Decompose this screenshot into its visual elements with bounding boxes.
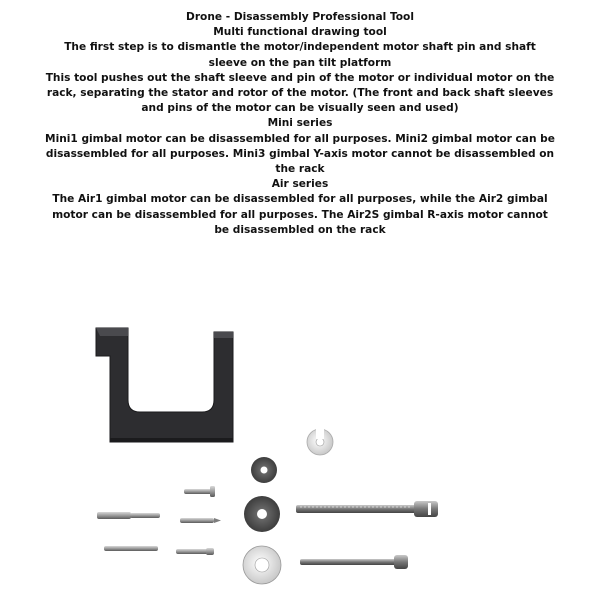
dark-washer-small [251,457,277,483]
mini-series-text: Mini1 gimbal motor can be disassembled for all purposes. Mini2 gimbal motor can be disassembled for all purposes. Mini3 gimbal Y-axis motor cannot be disassembled on the rack [45,132,555,176]
pin-short-middle [176,548,214,555]
long-bolt-top [296,501,438,517]
product-description [0,10,600,238]
product-subtitle: Multi functional drawing tool [213,26,387,39]
pin-long-left [104,546,158,551]
slotted-washer [307,428,333,455]
tool-kit-photo [0,300,600,600]
step-one-text: The first step is to dismantle the motor/independent motor shaft pin and shaft sleeve on the pan tilt platform [64,41,536,69]
long-bolt-bottom [300,555,408,569]
air-series-text: The Air1 gimbal motor can be disassembled for all purposes, while the Air2 gimbal motor can be disassembled for all purposes. The Air2S gimbal R-axis motor cannot be disassembled on the rack [52,193,548,236]
air-series-heading: Air series [271,178,329,191]
pin-pointed-middle [180,518,221,523]
dark-washer-large [244,496,280,532]
pin-headed [184,486,215,497]
tool-description: This tool pushes out the shaft sleeve and pin of the motor or individual motor on the rack, separating the stator and rotor of the motor. (The front and back shaft sleeves and pins of the motor can be visually seen and used) [45,71,555,115]
mini-series-heading: Mini series [267,117,333,130]
product-title: Drone - Disassembly Professional Tool [186,11,414,23]
steel-washer-large [243,546,281,584]
pin-stepped-left [97,512,160,519]
u-frame-puller [96,328,233,442]
